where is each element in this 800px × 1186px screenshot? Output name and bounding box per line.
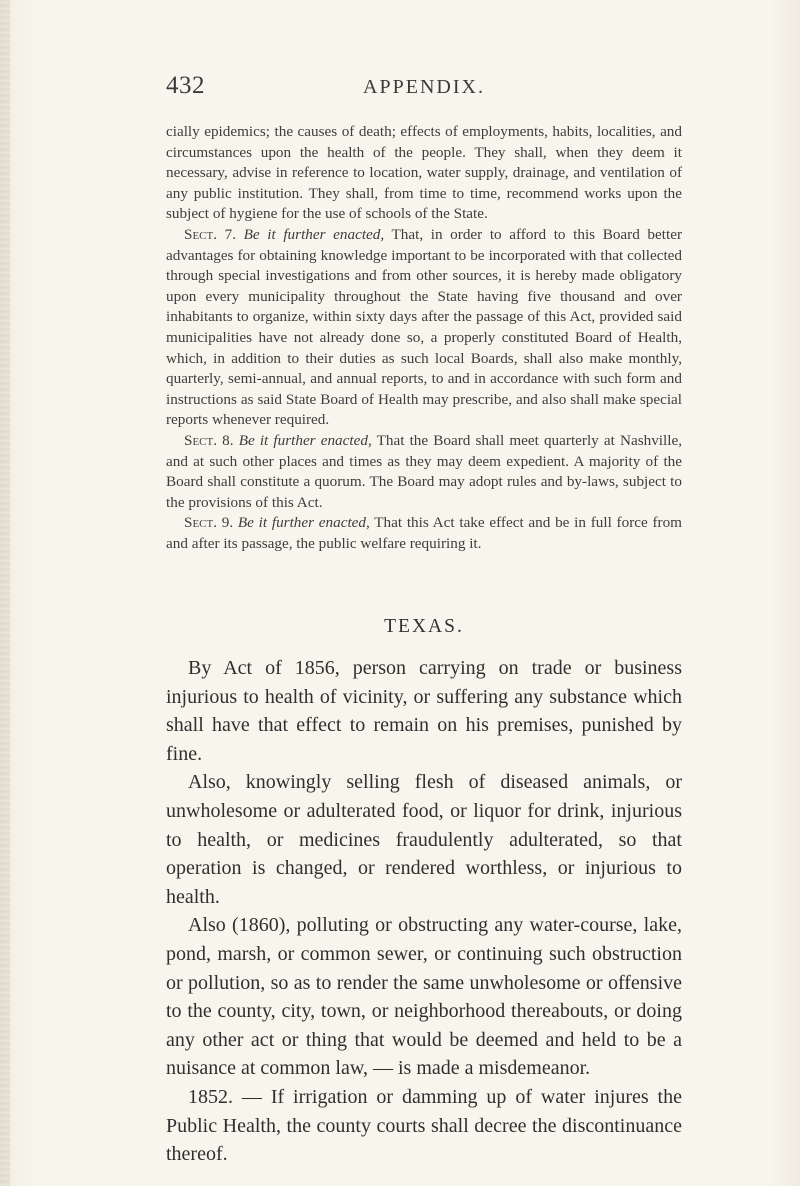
sect-9-enactment: Be it further enacted, <box>237 514 370 532</box>
texas-paragraph-2: Also, knowingly selling flesh of diseased animals, or unwholesome or adulterated food, or liquor for drink, injurious to health, or medicines fraudulently adulterated, so that operation is changed, or rendered worthless, or injurious to health. <box>166 771 682 908</box>
texas-paragraph-4: 1852. — If irrigation or damming up of water injures the Public Health, the county courts shall decree the discontinuance thereof. <box>166 1085 682 1166</box>
page-number: 432 <box>166 72 205 99</box>
texas-section-body <box>166 654 682 1169</box>
texas-paragraph-3: Also (1860), polluting or obstructing any water-course, lake, pond, marsh, or common sewer, or continuing such obstruction or pollution, so as to render the same unwholesome or offensive to the county, city, town, or neighborhood thereabouts, or doing any other act or thing that would be deemed and held to be a nuisance at common law, — is made a misdemeanor. <box>166 914 682 1080</box>
page-header <box>166 72 682 102</box>
sect-7-label: Sect. 7. <box>184 225 237 243</box>
sect-7-enactment: Be it further enacted, <box>243 225 385 243</box>
paragraph-sect-8 <box>166 431 682 513</box>
paragraph-sect-9 <box>166 513 682 554</box>
sect-8-label: Sect. 8. <box>184 431 234 449</box>
section-title-texas: TEXAS. <box>384 616 464 637</box>
sect-9-label: Sect. 9. <box>184 514 234 532</box>
sect-8-enactment: Be it further enacted, <box>238 431 372 449</box>
tennessee-act-continuation <box>166 122 682 554</box>
sect-9-text: That this Act take effect and be in full force from and after its passage, the public welfare requiring it. <box>166 514 682 552</box>
sect-7-text: That, in order to afford to this Board better advantages for obtaining knowledge important to be incorporated with that collected through special investigations and from other sources, it is hereby made obligatory upon every municipality throughout the State having five thousand and over inhabitants to organize, within sixty days after the passage of this Act, provided said municipalities have not already done so, a properly constituted Board of Health, which, in addition to their duties as such local Boards, shall also make monthly, quarterly, semi-annual, and annual reports, to and in accordance with such form and instructions as said State Board of Health may prescribe, and also shall make special reports whenever required. <box>166 225 682 429</box>
paragraph-sect-7 <box>166 225 682 431</box>
running-head: APPENDIX. <box>363 76 485 98</box>
texas-paragraph-1: By Act of 1856, person carrying on trade or business injurious to health of vicinity, or suffering any substance which shall have that effect to remain on his premises, punished by fine. <box>166 657 682 765</box>
paragraph-duties: cially epidemics; the causes of death; effects of employments, habits, localities, and circumstances upon the health of the people. They shall, when they deem it necessary, advise in reference to location, water supply, drainage, and ventilation of any public institution. They shall, from time to time, recommend works upon the subject of hygiene for the use of schools of the State. <box>166 123 682 223</box>
sect-8-text: That the Board shall meet quarterly at Nashville, and at such other places and times as they may deem expedient. A majority of the Board shall constitute a quorum. The Board may adopt rules and by-laws, subject to the provisions of this Act. <box>166 431 682 511</box>
page-gutter <box>0 0 10 1186</box>
